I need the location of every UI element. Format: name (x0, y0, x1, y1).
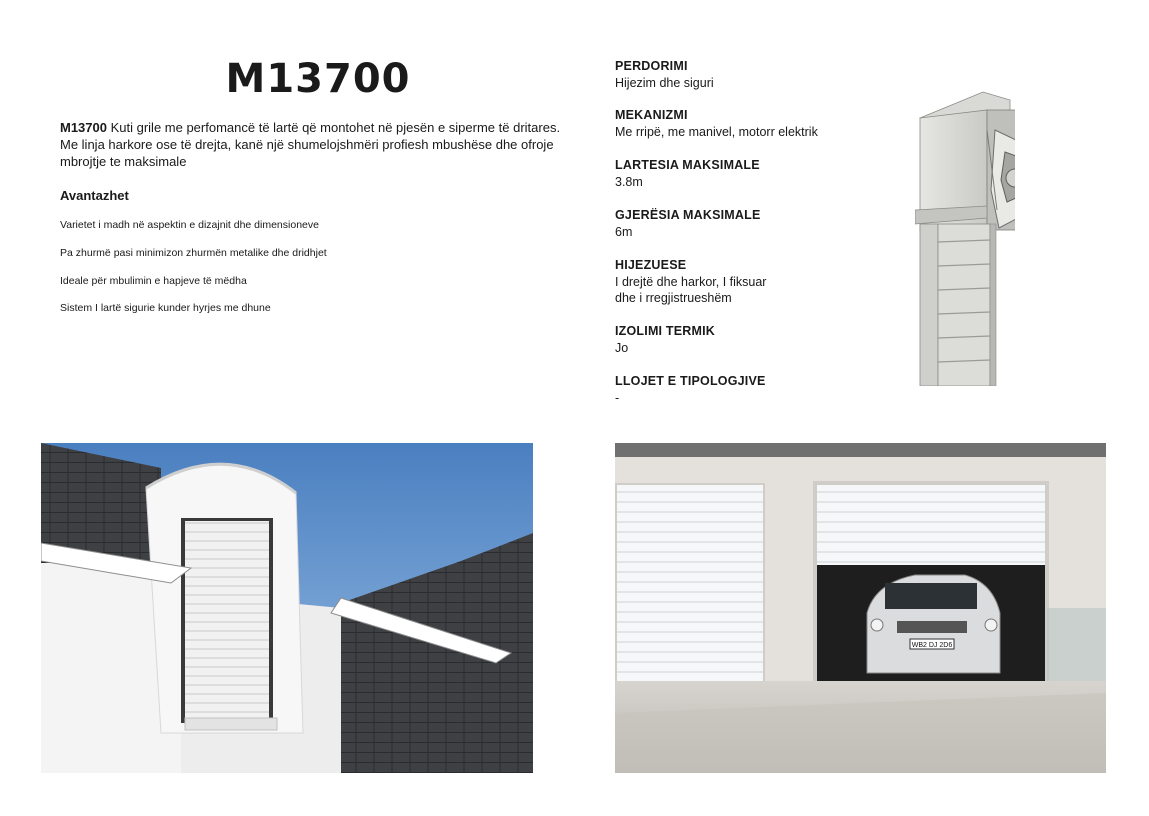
spec-value-thermal-insulation: Jo (615, 341, 629, 355)
spec-label-max-height: LARTESIA MAKSIMALE (615, 158, 760, 172)
license-plate: WB2 DJ 2D6 (911, 642, 953, 649)
product-description (60, 119, 580, 170)
advantage-item: Sistem I lartë sigurie kunder hyrjes me dhune (60, 302, 271, 314)
advantages-heading: Avantazhet (60, 188, 129, 203)
spec-value-usage: Hijezim dhe siguri (615, 76, 714, 90)
spec-value-mechanism: Me rripë, me manivel, motorr elektrik (615, 125, 818, 139)
spec-label-thermal-insulation: IZOLIMI TERMIK (615, 324, 716, 338)
product-title: M13700 (225, 56, 411, 102)
spec-value-shading-line2: dhe i rregjistrueshëm (615, 291, 732, 305)
spec-value-typologies: - (615, 391, 620, 405)
advantage-item: Ideale për mbulimin e hapjeve të mëdha (60, 275, 247, 287)
advantage-item: Pa zhurmë pasi minimizon zhurmën metalike dhe dridhjet (60, 247, 327, 259)
spec-value-shading-line1: I drejtë dhe harkor, I fiksuar (615, 275, 767, 289)
spec-label-typologies: LLOJET E TIPOLOGJIVE (615, 374, 766, 388)
spec-label-max-width: GJERËSIA MAKSIMALE (615, 208, 761, 222)
advantage-item: Varietet i madh në aspektin e dizajnit dhe dimensioneve (60, 219, 319, 231)
spec-label-mechanism: MEKANIZMI (615, 108, 688, 122)
description-code: M13700 (60, 120, 107, 135)
garage-door-photo (615, 443, 1106, 773)
spec-value-max-width: 6m (615, 225, 633, 239)
spec-label-usage: PERDORIMI (615, 59, 688, 73)
dormer-window-photo (41, 443, 533, 773)
description-text: Kuti grile me perfomancë të lartë që montohet në pjesën e siperme të dritares. Me linja harkore ose të drejta, kanë një shumelojshmëri profiesh mbushëse dhe ofroje mbrojtje te maksimale (60, 120, 561, 169)
spec-label-shading: HIJEZUESE (615, 258, 687, 272)
spec-value-max-height: 3.8m (615, 175, 643, 189)
roller-shutter-profile-image (915, 90, 1015, 386)
